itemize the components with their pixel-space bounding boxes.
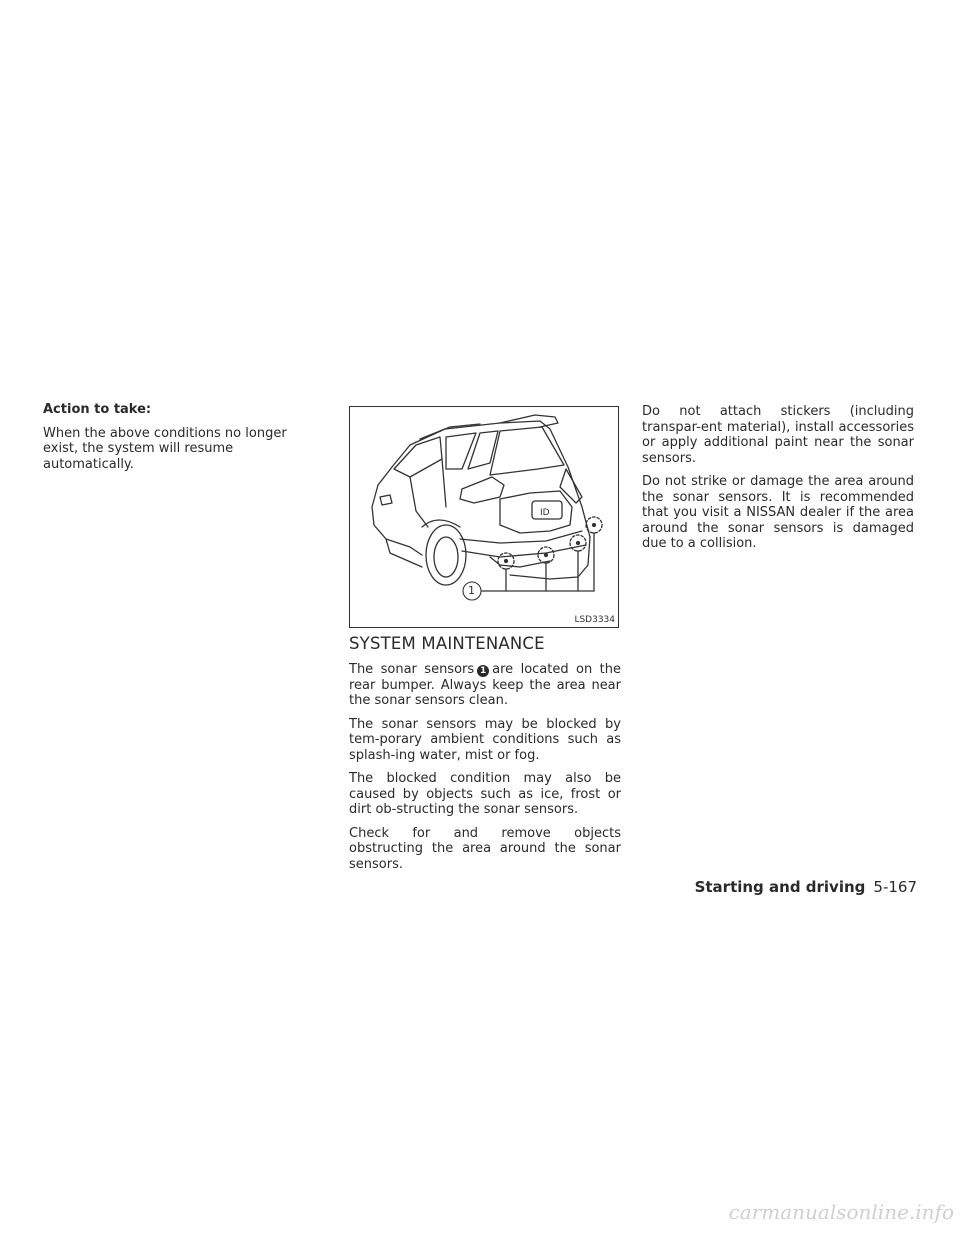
chapter-title: Starting and driving	[694, 878, 866, 896]
callout-1-icon: 1	[477, 665, 489, 677]
maintenance-paragraph-2: The sonar sensors may be blocked by tem-porary ambient conditions such as splash-ing water, mist or fog.	[349, 716, 621, 763]
action-subheading: Action to take:	[43, 402, 152, 417]
watermark: carmanualsonline.info	[728, 1200, 954, 1224]
p1-after-text: are located on the rear bumper. Always keep the area near the sonar sensors clean.	[349, 662, 621, 708]
middle-column	[349, 406, 621, 880]
left-column	[43, 402, 315, 480]
figure-callout-label: 1	[468, 584, 475, 597]
maintenance-paragraph-3: The blocked condition may also be caused by objects such as ice, frost or dirt ob-structing the sonar sensors.	[349, 771, 621, 817]
p1-before-text: The sonar sensors	[349, 662, 475, 677]
svg-text:ID: ID	[540, 508, 550, 518]
right-paragraph-2: Do not strike or damage the area around the sonar sensors. It is recommended that you visit a NISSAN dealer if the area around the sonar sensors is damaged due to a collision.	[642, 474, 914, 551]
page-footer	[695, 878, 917, 896]
maintenance-paragraph-4: Check for and remove objects obstructing the area around the sonar sensors.	[349, 825, 621, 872]
figure-code: LSD3334	[574, 615, 615, 625]
right-column	[642, 404, 914, 560]
section-title: SYSTEM MAINTENANCE	[349, 634, 545, 653]
vehicle-rear-illustration	[350, 407, 618, 627]
maintenance-paragraph-1	[349, 662, 621, 709]
sonar-sensor-figure	[349, 406, 619, 628]
page-number: 5-167	[873, 878, 917, 896]
right-paragraph-1: Do not attach stickers (including transpar-ent material), install accessories or apply additional paint near the sonar sensors.	[642, 404, 914, 466]
action-paragraph: When the above conditions no longer exist, the system will resume automatically.	[43, 425, 287, 472]
